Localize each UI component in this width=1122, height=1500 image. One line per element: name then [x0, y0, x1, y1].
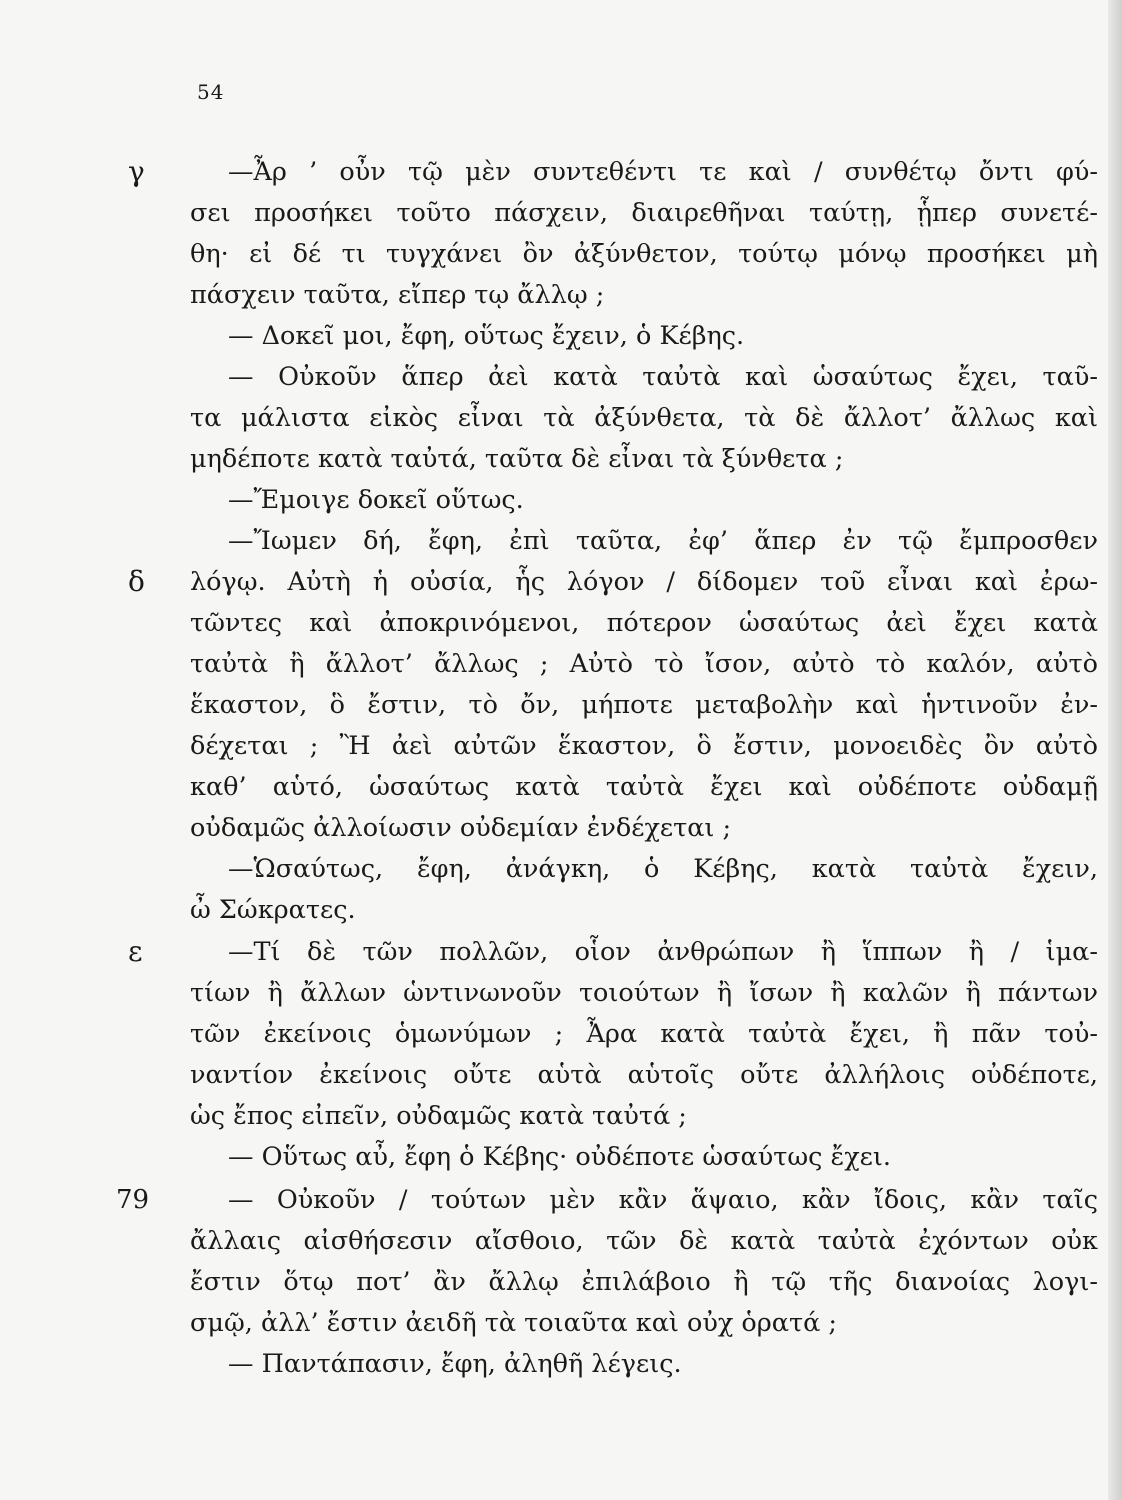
text-line: —Ἴωμεν δή, ἔφη, ἐπὶ ταῦτα, ἐφ’ ἅπερ ἐν τῷ ἔμπροσθεν — [228, 526, 1098, 556]
text-line: — Οὕτως αὖ, ἔφη ὁ Κέβης· οὐδέποτε ὡσαύτως ἔχει. — [228, 1142, 891, 1172]
text-line: τίων ἢ ἄλλων ὡντινωνοῦν τοιούτων ἢ ἴσων ἢ καλῶν ἢ πάντων — [190, 978, 1098, 1008]
text-line: τῶν ἐκείνοις ὁμωνύμων ; Ἆρα κατὰ ταὐτὰ ἔχει, ἢ πᾶν τοὐ- — [190, 1019, 1098, 1049]
margin-marker-epsilon: ε — [128, 935, 143, 968]
text-line: τα μάλιστα εἰκὸς εἶναι τὰ ἀξύνθετα, τὰ δὲ ἄλλοτ’ ἄλλως καὶ — [190, 403, 1098, 433]
page-binding-edge — [1108, 0, 1122, 1500]
text-line: — Δοκεῖ μοι, ἔφη, οὕτως ἔχειν, ὁ Κέβης. — [228, 321, 745, 351]
text-line: ἄλλαις αἰσθήσεσιν αἴσθοιο, τῶν δὲ κατὰ ταὐτὰ ἐχόντων οὐκ — [190, 1226, 1098, 1256]
text-line: οὐδαμῶς ἀλλοίωσιν οὐδεμίαν ἐνδέχεται ; — [190, 813, 732, 843]
text-line: ἔστιν ὅτῳ ποτ’ ἂν ἄλλῳ ἐπιλάβοιο ἢ τῷ τῆς διανοίας λογι- — [190, 1267, 1098, 1297]
text-line: ναντίον ἐκείνοις οὔτε αὑτὰ αὑτοῖς οὔτε ἀλλήλοις οὐδέποτε, — [190, 1060, 1098, 1090]
text-line: λόγῳ. Αὐτὴ ἡ οὐσία, ἧς λόγον / δίδομεν τοῦ εἶναι καὶ ἐρω- — [190, 567, 1098, 597]
text-line: σμῷ, ἀλλ’ ἔστιν ἀειδῆ τὰ τοιαῦτα καὶ οὐχ ὁρατά ; — [190, 1308, 838, 1338]
text-line: —Ὡσαύτως, ἔφη, ἀνάγκη, ὁ Κέβης, κατὰ ταὐτὰ ἔχειν, — [228, 854, 1098, 884]
margin-marker-gamma: γ — [128, 155, 145, 188]
text-line: μηδέποτε κατὰ ταὐτά, ταῦτα δὲ εἶναι τὰ ξύνθετα ; — [190, 444, 844, 474]
text-line: ὡς ἔπος εἰπεῖν, οὐδαμῶς κατὰ ταὐτά ; — [190, 1101, 687, 1131]
text-line: καθ’ αὑτό, ὡσαύτως κατὰ ταὐτὰ ἔχει καὶ οὐδέποτε οὐδαμῇ — [190, 772, 1098, 802]
text-line: σει προσήκει τοῦτο πάσχειν, διαιρεθῆναι ταύτῃ, ᾗπερ συνετέ- — [190, 198, 1098, 228]
text-line: —Ἆρ ’ οὖν τῷ μὲν συντεθέντι τε καὶ / συνθέτῳ ὄντι φύ- — [228, 157, 1098, 187]
margin-marker-delta: δ — [128, 565, 145, 598]
text-line: δέχεται ; Ἢ ἀεὶ αὐτῶν ἕκαστον, ὃ ἔστιν, μονοειδὲς ὂν αὐτὸ — [190, 731, 1098, 761]
margin-marker-79: 79 — [116, 1185, 150, 1215]
text-line: —Ἔμοιγε δοκεῖ οὕτως. — [228, 485, 524, 515]
text-line: — Παντάπασιν, ἔφη, ἀληθῆ λέγεις. — [228, 1349, 682, 1379]
text-line: ὦ Σώκρατες. — [190, 895, 356, 925]
text-line: ἕκαστον, ὃ ἔστιν, τὸ ὄν, μήποτε μεταβολὴν καὶ ἡντινοῦν ἐν- — [190, 690, 1098, 720]
page-number: 54 — [197, 80, 225, 104]
text-line: —Τί δὲ τῶν πολλῶν, οἷον ἀνθρώπων ἢ ἵππων ἢ / ἱμα- — [228, 937, 1098, 967]
text-line: τῶντες καὶ ἀποκρινόμενοι, πότερον ὡσαύτως ἀεὶ ἔχει κατὰ — [190, 608, 1098, 638]
text-line: — Οὐκοῦν / τούτων μὲν κἂν ἅψαιο, κἂν ἴδοις, κἂν ταῖς — [228, 1185, 1098, 1215]
text-line: — Οὐκοῦν ἅπερ ἀεὶ κατὰ ταὐτὰ καὶ ὡσαύτως ἔχει, ταῦ- — [228, 362, 1098, 392]
text-line: πάσχειν ταῦτα, εἴπερ τῳ ἄλλῳ ; — [190, 280, 605, 310]
text-line: ταὐτὰ ἢ ἄλλοτ’ ἄλλως ; Αὐτὸ τὸ ἴσον, αὐτὸ τὸ καλόν, αὐτὸ — [190, 649, 1098, 679]
text-line: θη· εἰ δέ τι τυγχάνει ὂν ἀξύνθετον, τούτῳ μόνῳ προσήκει μὴ — [190, 239, 1098, 269]
